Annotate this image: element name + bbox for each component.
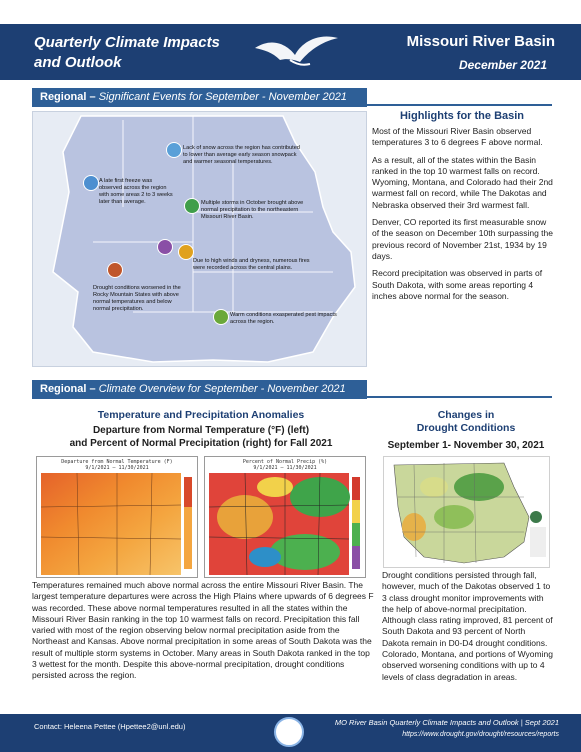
snowflake-icon [166, 142, 182, 158]
highlight-paragraph: Denver, CO reported its first measurable snow of the season on December 10th surpassing the previous record of November 21st, 1934 by 19 days. [372, 217, 553, 261]
title-line-1: Quarterly Climate Impacts [34, 34, 220, 51]
footer-contact[interactable]: Contact: Heleena Pettee (Hpettee2@unl.edu) [34, 722, 186, 731]
highlights-body [372, 126, 554, 308]
event-text-fires: Due to high winds and dryness, numerous fires were recorded across the central plains. [193, 258, 310, 271]
overview-body-text: Temperatures remained much above normal across the entire Missouri River Basin. The largest temperature departures were across the High Plains where upwards of 6 degrees F was recorded. These above normal temperatures resulted in all the states within the Missouri River Basin ranking in the top 10 warmest falls on record. Precipitation this fall varied with most of the region observing below normal precipitation aside from the Northeast and Kansas. Above normal precipitation in some areas of South Dakota was the result of multiple storm systems in October. Many areas in South Dakota ranked in the top 3 wettest for the month. Despite this above-normal precipitation, drought conditions persisted across the region. [32, 580, 374, 681]
drought-change-map [383, 456, 550, 568]
chart-title-line-2: and Percent of Normal Precipitation (right) for Fall 2021 [69, 438, 333, 449]
fire-icon [157, 239, 173, 255]
event-text-drought: Drought conditions worsened in the Rocky Mountain States with above normal temperatures and below normal precipitation. [93, 285, 181, 312]
header-top-strip [0, 0, 581, 24]
drought-date-range: September 1- November 30, 2021 [387, 440, 545, 451]
highlight-paragraph: As a result, all of the states within the Basin ranked in the top 10 warmest falls on record. Wyoming, Montana, and Colorado had their 2nd warmest fall on record, while The Dakotas and Nebraska observed their 3rd warmest fall. [372, 154, 553, 210]
section-prefix: Regional – [40, 91, 96, 103]
precip-panel-label: Percent of Normal Precip (%) [242, 459, 328, 465]
chart-title-line-1: Departure from Normal Temperature (°F) (left) [92, 425, 310, 436]
drought-icon [107, 262, 123, 278]
precip-panel-dates: 9/1/2021 – 11/30/2021 [253, 465, 317, 471]
precip-anomaly-field [205, 457, 366, 578]
drought-body-text: Drought conditions persisted through fall, however, much of the Dakotas observed 1 to 3 class drought monitor improvements with the help of above-normal precipitation. Although class rating improved, 81 percent of South Dakota and 93 percent of North Dakota remain in D0-D4 drought conditions. Colorado, Montana, and portions of Wyoming observed worsening conditions with up to 4 levels of class degradation in areas. [382, 570, 553, 682]
region-title: Missouri River Basin [406, 33, 555, 50]
publication-title [34, 33, 220, 73]
noaa-logo-icon [274, 717, 304, 747]
anomalies-chart-title [32, 424, 370, 450]
event-text-freeze: A late first freeze was observed across the region with some areas 2 to 3 weeks later than average. [99, 178, 173, 205]
section-prefix: Regional – [40, 383, 96, 395]
footer-publication: MO River Basin Quarterly Climate Impacts and Outlook | Sept 2021 [334, 718, 559, 727]
drought-title-line-2: Drought Conditions [416, 422, 516, 434]
storm-icon [184, 198, 200, 214]
section-bar-overview [32, 380, 367, 399]
pest-icon [213, 309, 229, 325]
drought-change-field [384, 457, 550, 568]
event-text-pests: Warm conditions exasperated pest impacts across the region. [230, 312, 337, 325]
section-bar-events [32, 88, 367, 107]
wind-icon [178, 244, 194, 260]
bird-logo-icon [250, 30, 340, 70]
precipitation-percent-map [204, 456, 366, 578]
event-text-storms: Multiple storms in October brought above normal precipitation to the northeastern Missouri River Basin. [201, 200, 304, 220]
temperature-departure-map [36, 456, 198, 578]
title-line-2: and Outlook [34, 54, 122, 71]
temp-anomaly-field [37, 457, 198, 578]
anomalies-title: Temperature and Precipitation Anomalies [97, 409, 305, 421]
highlights-title: Highlights for the Basin [399, 110, 525, 122]
frost-icon [83, 175, 99, 191]
section-title-events: Significant Events for September - November 2021 [98, 91, 347, 103]
drought-title-line-1: Changes in [437, 409, 495, 421]
section-title-overview: Climate Overview for September - November 2021 [98, 383, 346, 395]
footer-url-link[interactable]: https://www.drought.gov/drought/resources/reports [402, 731, 559, 738]
drought-title [380, 409, 552, 435]
event-text-snow: Lack of snow across the region has contributed to lower than average early season snowpack and warmer seasonal temperatures. [183, 145, 300, 165]
highlight-paragraph: Record precipitation was observed in parts of South Dakota, with some areas reporting 4 inches above normal for the season. [372, 268, 543, 301]
temp-panel-dates: 9/1/2021 – 11/30/2021 [85, 465, 149, 471]
highlight-paragraph: Most of the Missouri River Basin observed temperatures 3 to 6 degrees F above normal. [372, 126, 543, 148]
temp-panel-label: Departure from Normal Temperature (F) [61, 459, 173, 465]
issue-date: December 2021 [458, 58, 547, 72]
significant-events-map [32, 111, 367, 367]
